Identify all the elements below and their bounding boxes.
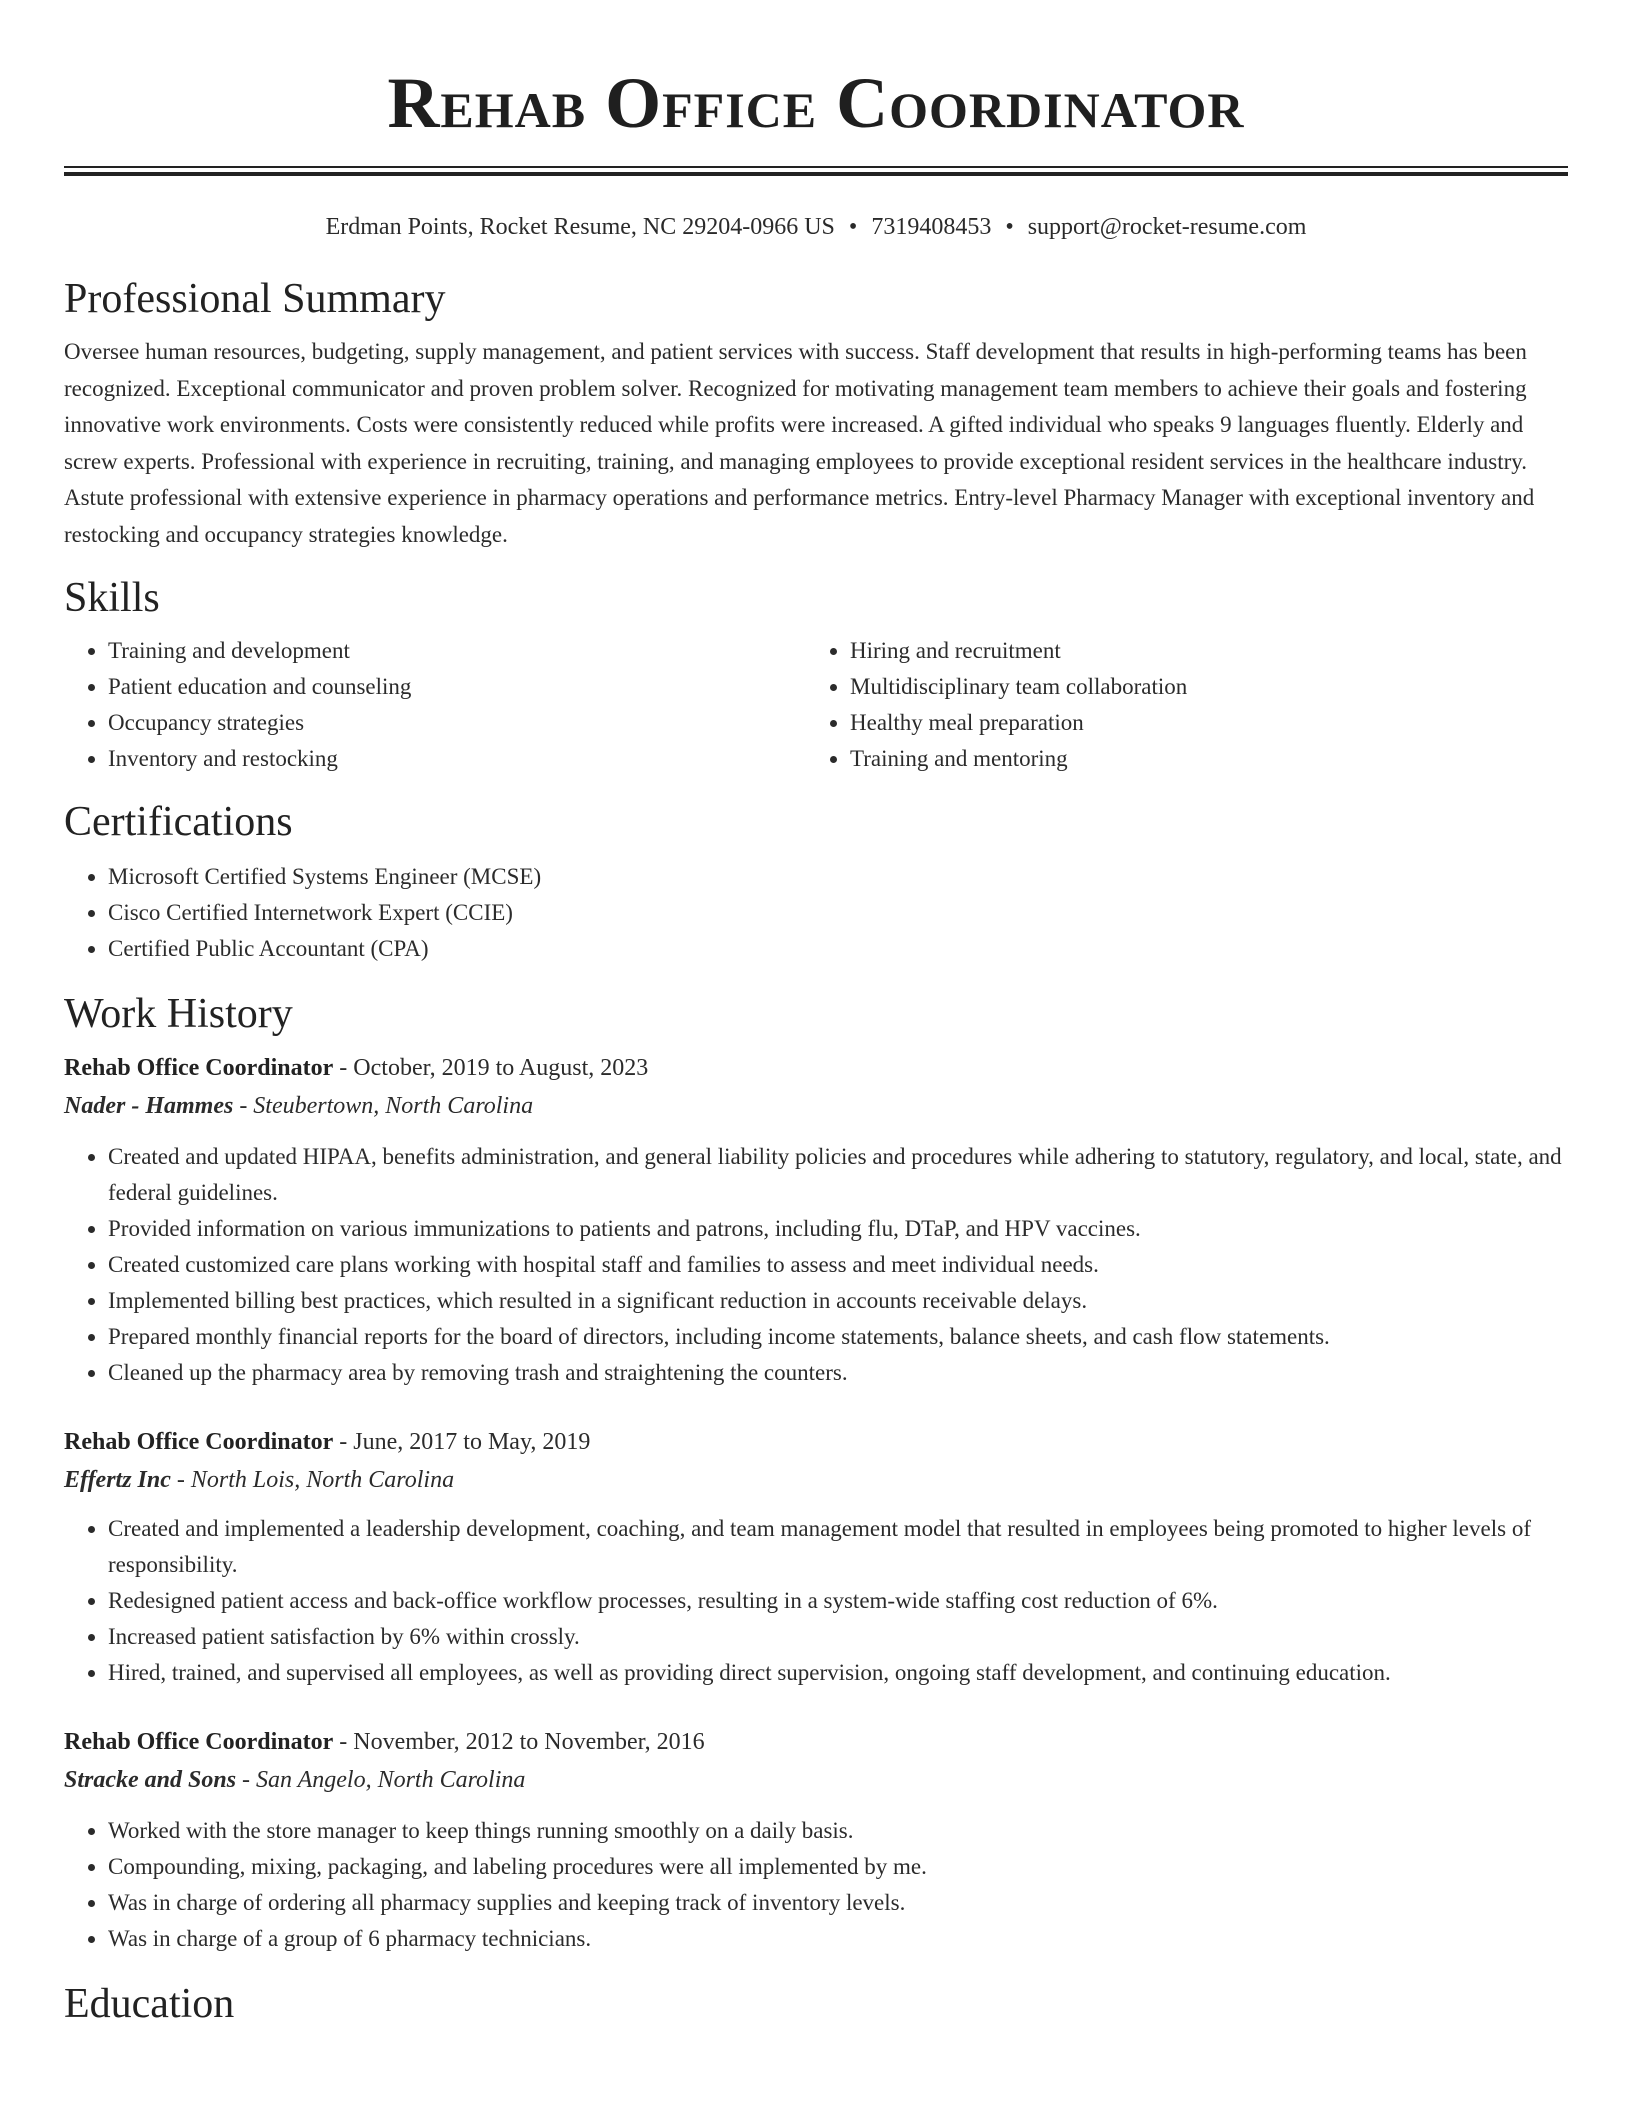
skill-item: • Hiring and recruitment — [850, 633, 1548, 669]
job-location: - San Angelo, North Carolina — [242, 1767, 526, 1793]
skill-item: • Inventory and restocking — [108, 741, 806, 777]
skills-column-left — [64, 633, 806, 777]
certifications-heading: Certifications — [64, 799, 293, 845]
job-dates: - October, 2019 to August, 2023 — [339, 1055, 649, 1081]
job-bullet: • Increased patient satisfaction by 6% within crossly. — [108, 1619, 1568, 1655]
summary-heading: Professional Summary — [64, 276, 446, 322]
skills-list — [64, 633, 1568, 777]
skills-heading: Skills — [64, 575, 160, 621]
summary-text: Oversee human resources, budgeting, supply management, and patient services with success. Staff development that results in high-performing teams has been recognized. Exceptional communicator and proven problem solver. Recognized for motivating management team members to achieve their goals and fostering innovative work environments. Costs were consistently reduced while profits were increased. A gifted individual who speaks 9 languages fluently. Elderly and screw experts. Professional with experience in recruiting, training, and managing employees to provide exceptional resident services in the healthcare industry. Astute professional with extensive experience in pharmacy operations and performance metrics. Entry-level Pharmacy Manager with exceptional inventory and restocking and occupancy strategies knowledge. — [64, 339, 1535, 547]
job-bullet: • Cleaned up the pharmacy area by removing trash and straightening the counters. — [108, 1355, 1568, 1391]
job-bullets — [64, 1139, 1568, 1391]
certification-item: • Certified Public Accountant (CPA) — [108, 931, 1568, 967]
job-location: - Steubertown, North Carolina — [239, 1093, 534, 1119]
job-company: Effertz Inc — [64, 1467, 171, 1493]
job-bullet: • Redesigned patient access and back-office workflow processes, resulting in a system-wide staffing cost reduction of 6%. — [108, 1583, 1568, 1619]
job-bullets — [64, 1813, 1568, 1957]
certifications-list — [64, 859, 1568, 967]
job-bullet: • Created customized care plans working with hospital staff and families to assess and meet individual needs. — [108, 1247, 1568, 1283]
job-entry — [64, 1423, 1568, 1691]
skill-item: • Occupancy strategies — [108, 705, 806, 741]
job-location: - North Lois, North Carolina — [176, 1467, 455, 1493]
job-role: Rehab Office Coordinator — [64, 1055, 334, 1081]
contact-separator: • — [848, 214, 858, 240]
job-company: Nader - Hammes — [64, 1093, 234, 1119]
skill-item: • Multidisciplinary team collaboration — [850, 669, 1548, 705]
education-heading: Education — [64, 1981, 235, 2027]
skill-item: • Healthy meal preparation — [850, 705, 1548, 741]
job-company-line — [64, 1461, 1568, 1499]
contact-email[interactable]: support@rocket-resume.com — [1027, 214, 1307, 240]
contact-address: Erdman Points, Rocket Resume, NC 29204-0966 US — [325, 214, 835, 240]
job-entry — [64, 1049, 1568, 1391]
contact-separator: • — [1005, 214, 1014, 240]
job-bullet: • Prepared monthly financial reports for the board of directors, including income statements, balance sheets, and cash flow statements. — [108, 1319, 1568, 1355]
skill-item: • Training and development — [108, 633, 806, 669]
job-bullet: • Worked with the store manager to keep things running smoothly on a daily basis. — [108, 1813, 1568, 1849]
job-bullet: • Was in charge of a group of 6 pharmacy technicians. — [108, 1921, 1568, 1957]
job-bullet: • Was in charge of ordering all pharmacy supplies and keeping track of inventory levels. — [108, 1885, 1568, 1921]
job-company-line — [64, 1761, 1568, 1799]
job-heading — [64, 1049, 1568, 1087]
job-company: Stracke and Sons — [64, 1767, 237, 1793]
job-bullet: • Provided information on various immunizations to patients and patrons, including flu, DTaP, and HPV vaccines. — [108, 1211, 1568, 1247]
job-role: Rehab Office Coordinator — [64, 1729, 334, 1755]
job-dates: - November, 2012 to November, 2016 — [339, 1729, 705, 1755]
work-history-heading: Work History — [64, 991, 293, 1037]
certification-item: • Cisco Certified Internetwork Expert (CCIE) — [108, 895, 1568, 931]
contact-phone[interactable]: 7319408453 — [871, 214, 992, 240]
skill-item: • Patient education and counseling — [108, 669, 806, 705]
job-role: Rehab Office Coordinator — [64, 1429, 334, 1455]
job-dates: - June, 2017 to May, 2019 — [339, 1429, 591, 1455]
resume-title: Rehab Office Coordinator — [387, 63, 1245, 143]
contact-line — [64, 212, 1568, 242]
skill-item: • Training and mentoring — [850, 741, 1548, 777]
title-divider — [64, 166, 1568, 176]
job-bullet: • Created and updated HIPAA, benefits administration, and general liability policies and procedures while adhering to statutory, regulatory, and local, state, and federal guidelines. — [108, 1139, 1568, 1211]
job-bullet: • Created and implemented a leadership development, coaching, and team management model that resulted in employees being promoted to higher levels of responsibility. — [108, 1511, 1568, 1583]
job-company-line — [64, 1087, 1568, 1125]
skills-column-right — [806, 633, 1548, 777]
job-heading — [64, 1423, 1568, 1461]
resume-page — [64, 0, 1568, 2029]
job-bullet: • Implemented billing best practices, which resulted in a significant reduction in accounts receivable delays. — [108, 1283, 1568, 1319]
job-entry — [64, 1723, 1568, 1957]
job-bullet: • Compounding, mixing, packaging, and labeling procedures were all implemented by me. — [108, 1849, 1568, 1885]
certification-item: • Microsoft Certified Systems Engineer (MCSE) — [108, 859, 1568, 895]
job-bullet: • Hired, trained, and supervised all employees, as well as providing direct supervision, ongoing staff development, and continuing education. — [108, 1655, 1568, 1691]
job-bullets — [64, 1511, 1568, 1691]
job-heading — [64, 1723, 1568, 1761]
